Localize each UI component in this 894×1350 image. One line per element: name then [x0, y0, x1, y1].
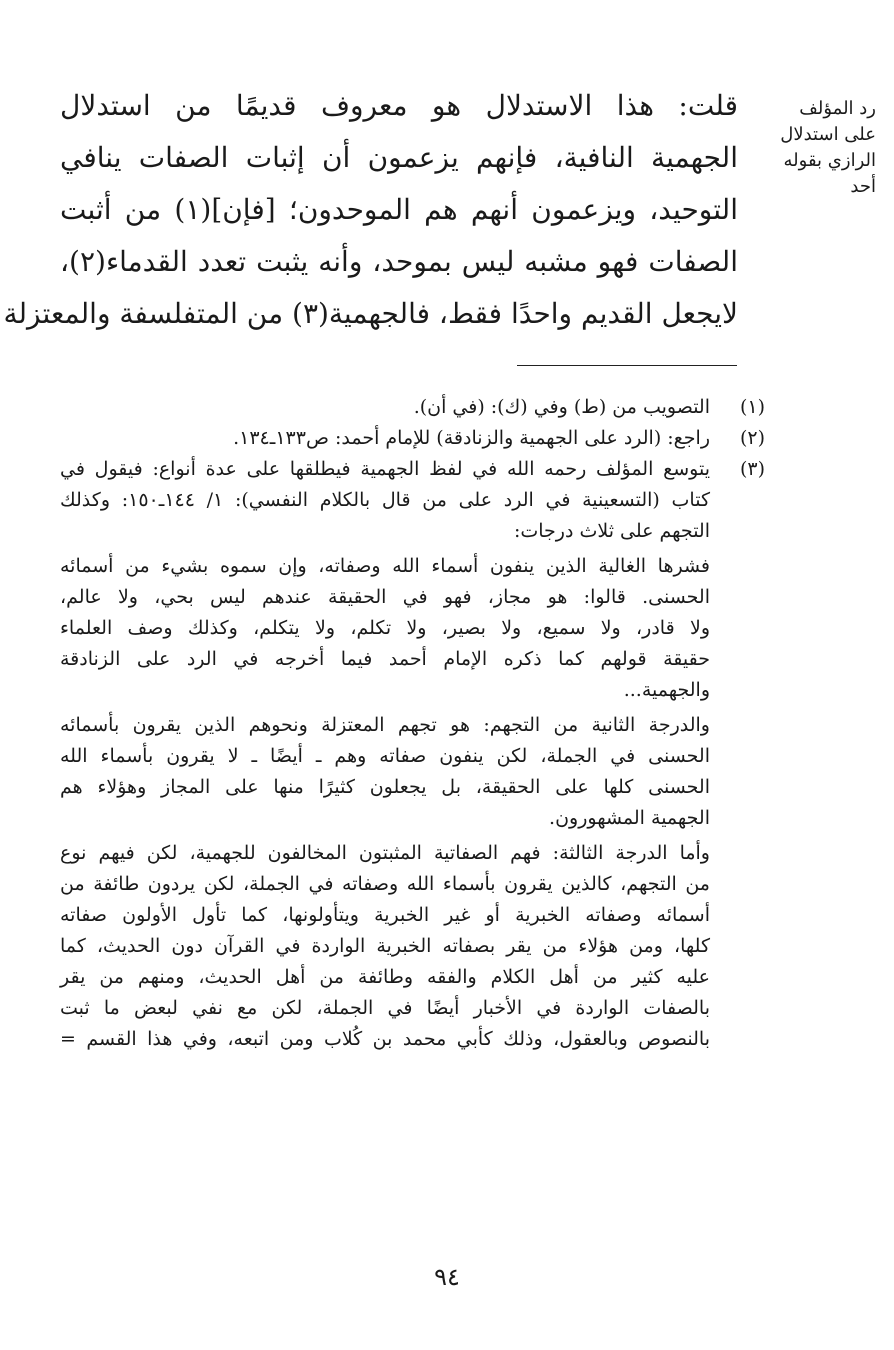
- footnote-line: كتاب (التسعينية في الرد على من قال بالكلام النفسي): ١/ ١٤٤ـ١٥٠: وكذلك: [60, 489, 710, 511]
- footnote-line: بالنصوص وبالعقول، وذلك كأبي محمد بن كُلاب ومن اتبعه، وفي هذا القسم =: [60, 1028, 710, 1050]
- footnote-line: الجهمية المشهورون.: [549, 807, 710, 829]
- footnote-number: (٢): [739, 427, 765, 449]
- page-number: ٩٤: [434, 1263, 460, 1291]
- footnote-line: عليه كثير من أهل الكلام والفقه وطائفة من أهل الحديث، ومنهم من يقر: [60, 966, 710, 988]
- footnote-3: [60, 454, 765, 1055]
- footnote-line: راجع: (الرد على الجهمية والزنادقة) للإمام أحمد: ص١٣٣ـ١٣٤.: [233, 427, 710, 449]
- footnote-1: [60, 392, 765, 423]
- footnote-line: يتوسع المؤلف رحمه الله في لفظ الجهمية فيطلقها على عدة أنواع: فيقول في: [60, 458, 710, 480]
- footnote-line: ولا قادر، ولا سميع، ولا بصير، ولا تكلم، ولا يتكلم، وكذلك وصف العلماء: [60, 617, 710, 639]
- footnote-line: والجهمية...: [623, 679, 710, 701]
- footnote-line: الحسنى كلها على الحقيقة، بل يجعلون كثيرًا منها على المجاز وهؤلاء هم: [60, 776, 710, 798]
- margin-heading-line: على استدلال: [780, 124, 876, 145]
- footnote-2: [60, 423, 765, 454]
- footnote-line: أسمائه وصفاته الخبرية أو غير الخبرية ويتأولونها، كما تأول الأولون صفاته: [60, 904, 710, 926]
- footnote-line: التصويب من (ط) وفي (ك): (في أن).: [413, 396, 710, 418]
- footnote-separator: [517, 365, 737, 366]
- margin-heading-line: رد المؤلف: [799, 98, 876, 119]
- main-body-text: [3, 80, 738, 340]
- footnote-line: والدرجة الثانية من التجهم: هو تجهم المعتزلة ونحوهم الذين يقرون بأسمائه: [60, 714, 710, 736]
- body-line: قلت: هذا الاستدلال هو معروف قديمًا من استدلال: [60, 89, 738, 122]
- footnotes: [60, 392, 765, 1055]
- footnote-line: وأما الدرجة الثالثة: فهم الصفاتية المثبتون المخالفون للجهمية، لكن فيهم نوع: [60, 842, 710, 864]
- margin-heading-line: الرازي بقوله: [783, 150, 876, 171]
- margin-heading: [756, 96, 876, 200]
- footnote-line: حقيقة قولهم كما ذكره الإمام أحمد فيما أخرجه في الرد على الزنادقة: [60, 648, 710, 670]
- footnote-line: الحسنى في الجملة، لكن ينفون صفاته وهم ـ أيضًا ـ لا يقرون بأسماء الله: [60, 745, 710, 767]
- margin-heading-line: أحد: [850, 176, 876, 197]
- body-line: لايجعل القديم واحدًا فقط، فالجهمية(٣) من المتفلسفة والمعتزلة: [3, 297, 738, 330]
- footnote-line: بالصفات الواردة في الأخبار أيضًا في الجملة، لكن مع نفي لبعض ما ثبت: [60, 997, 710, 1019]
- body-line: الصفات فهو مشبه ليس بموحد، وأنه يثبت تعدد القدماء(٢)،: [60, 245, 738, 278]
- footnote-number: (١): [739, 396, 765, 418]
- body-line: التوحيد، ويزعمون أنهم هم الموحدون؛ [فإن](١) من أثبت: [60, 193, 738, 226]
- footnote-line: التجهم على ثلاث درجات:: [513, 520, 710, 542]
- footnote-line: فشرها الغالية الذين ينفون أسماء الله وصفاته، وإن سموه بشيء من أسمائه: [60, 555, 710, 577]
- footnote-line: كلها، ومن هؤلاء من يقر بصفاته الخبرية الواردة في القرآن دون الحديث، كما: [60, 935, 710, 957]
- footnote-line: الحسنى. قالوا: هو مجاز، فهو في الحقيقة عندهم ليس بحي، ولا عالم،: [60, 586, 710, 608]
- body-line: الجهمية النافية، فإنهم يزعمون أن إثبات الصفات ينافي: [60, 141, 738, 174]
- footnote-line: من التجهم، كالذين يقرون بأسماء الله وصفاته في الجملة، لكن يردون طائفة من: [60, 873, 710, 895]
- footnote-number: (٣): [739, 458, 765, 480]
